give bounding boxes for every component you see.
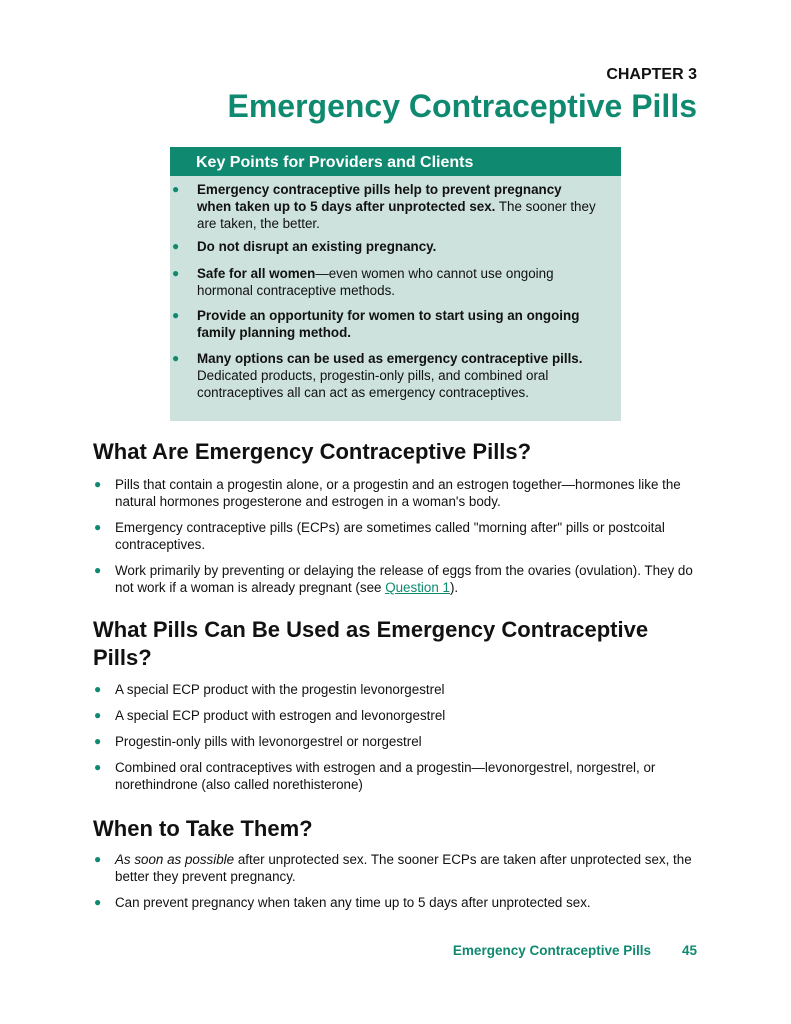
bullet-icon: ● — [94, 563, 102, 577]
key-points-header — [170, 147, 621, 176]
bullet-icon: ● — [172, 351, 180, 365]
bullet-icon: ● — [94, 520, 102, 534]
bullet-icon: ● — [94, 852, 102, 866]
section-heading-what-pills: What Pills Can Be Used as Emergency Contraceptive Pills? — [93, 617, 649, 670]
bullet-icon: ● — [172, 266, 180, 280]
bullet-icon: ● — [172, 308, 180, 322]
section-heading-when: When to Take Them? — [93, 816, 313, 841]
page-number: 45 — [681, 943, 697, 958]
key-points-title: Key Points for Providers and Clients — [196, 154, 474, 171]
bullet-icon: ● — [94, 682, 102, 696]
bullet-icon: ● — [172, 182, 180, 196]
bullet-icon: ● — [94, 477, 102, 491]
chapter-label: CHAPTER 3 — [606, 66, 697, 83]
bullet-icon: ● — [94, 895, 102, 909]
bullet-icon: ● — [94, 760, 102, 774]
footer-title: Emergency Contraceptive Pills — [452, 943, 651, 958]
bullet-icon: ● — [172, 239, 180, 253]
page-title: Emergency Contraceptive Pills — [227, 88, 697, 124]
section-heading-what-are: What Are Emergency Contraceptive Pills? — [93, 439, 532, 464]
key-points-box: Key Points for Providers and Clients ● Emergency contraceptive pills help to prevent pregnancy when taken up to 5 days after unprotected sex. The sooner they are taken, the better. ● Do not disrupt an existing pregnancy. ● Safe for all women—even women who cannot use ongoing hormonal contraceptive methods. ● Provide an opportunity for women to start using an ongoing family planning method. ● Many options can be used as emergency contraceptive pills. Dedicated products, progestin-only pills, and combined oral contraceptives all can act as emergency contraceptives. — [170, 147, 621, 421]
bullet-icon: ● — [94, 734, 102, 748]
question-1-link[interactable]: Question 1 — [385, 580, 450, 595]
bullet-icon: ● — [94, 708, 102, 722]
